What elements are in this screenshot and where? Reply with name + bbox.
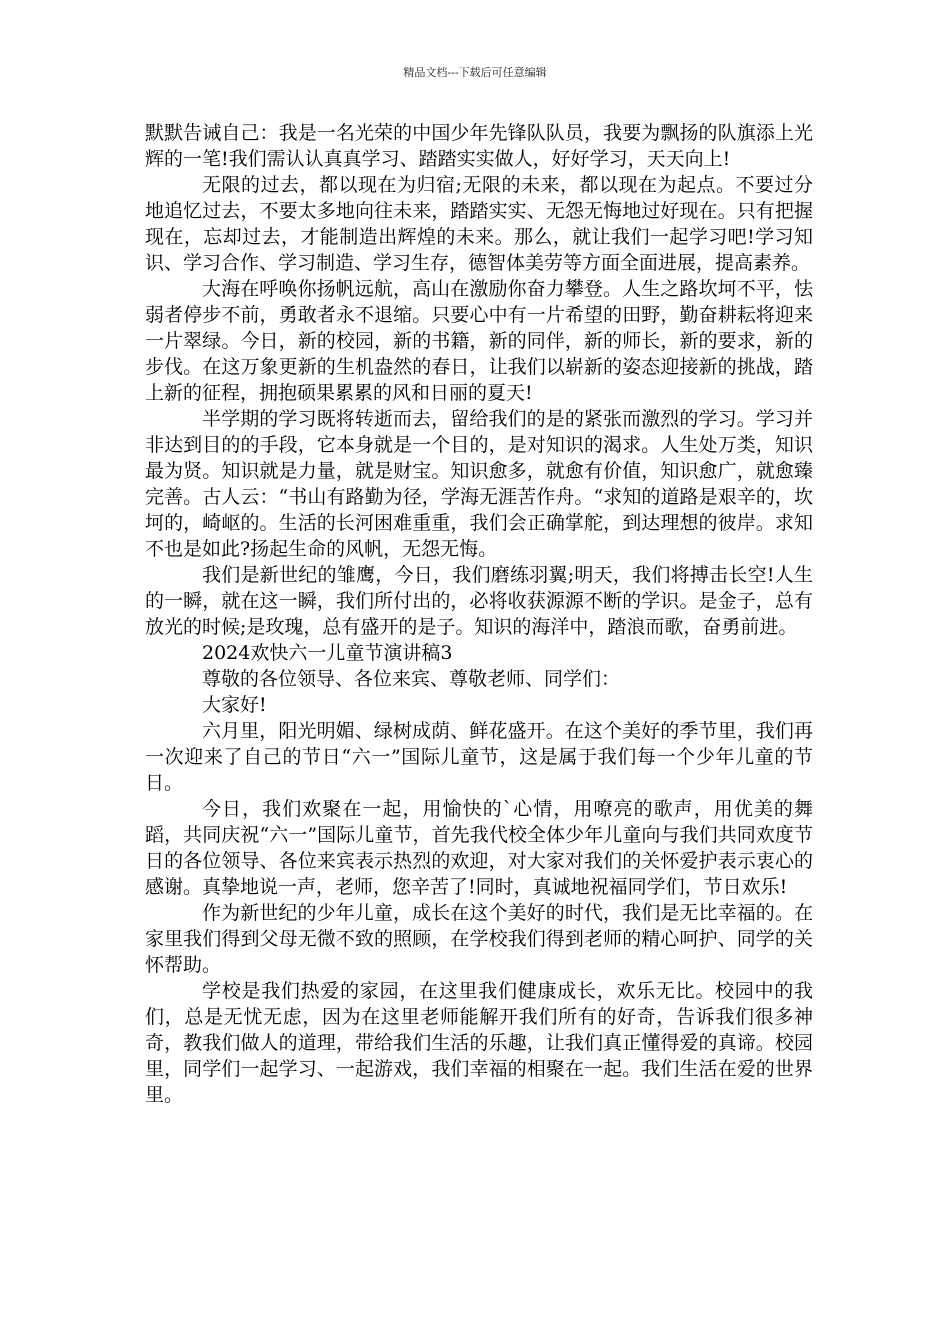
paragraph: 半学期的学习既将转逝而去，留给我们的是的紧张而激烈的学习。学习并非达到目的的手段，它本身就是一个目的，是对知识的渴求。人生处万类，知识最为贤。知识就是力量，就是财宝。知识愈多，就愈有价值，知识愈广，就愈臻完善。古人云：“书山有路勤为径，学海无涯苦作舟。“求知的道路是艰辛的，坎坷的，崎岖的。生活的长河困难重重，我们会正确掌舵，到达理想的彼岸。求知不也是如此?扬起生命的风帆，无怨无悔。 <box>145 408 813 560</box>
paragraph-continuation: 默默告诫自己：我是一名光荣的中国少年先锋队队员，我要为飘扬的队旗添上光辉的一笔!我们需认认真真学习、踏踏实实做人，好好学习，天天向上! <box>145 122 813 170</box>
paragraph: 学校是我们热爱的家园，在这里我们健康成长，欢乐无比。校园中的我们，总是无忧无虑，因为在这里老师能解开我们所有的好奇，告诉我们很多神奇，教我们做人的道理，带给我们生活的乐趣，让我们真正懂得爱的真谛。校园里，同学们一起学习、一起游戏，我们幸福的相聚在一起。我们生活在爱的世界里。 <box>145 980 813 1106</box>
paragraph: 无限的过去，都以现在为归宿;无限的未来，都以现在为起点。不要过分地追忆过去，不要太多地向往未来，踏踏实实、无怨无悔地过好现在。只有把握现在，忘却过去，才能制造出辉煌的未来。那么，就让我们一起学习吧!学习知识、学习合作、学习制造、学习生存，德智体美劳等方面全面进展，提高素养。 <box>145 174 813 274</box>
paragraph: 我们是新世纪的雏鹰，今日，我们磨练羽翼;明天，我们将搏击长空!人生的一瞬，就在这一瞬，我们所付出的，必将收获源源不断的学识。是金子，总有放光的时候;是玫瑰，总有盛开的是子。知识的海洋中，踏浪而歌，奋勇前进。 <box>145 564 813 638</box>
salutation: 尊敬的各位领导、各位来宾、尊敬老师、同学们： <box>202 668 621 690</box>
document-body <box>145 120 813 1108</box>
speech-title: 2024欢快六一儿童节演讲稿3 <box>202 642 453 664</box>
paragraph: 今日，我们欢聚在一起，用愉快的`心情，用嘹亮的歌声，用优美的舞蹈，共同庆祝“六一”国际儿童节，首先我代校全体少年儿童向与我们共同欢度节日的各位领导、各位来宾表示热烈的欢迎，对大家对我们的关怀爱护表示衷心的感谢。真挚地说一声，老师，您辛苦了!同时，真诚地祝福同学们，节日欢乐! <box>145 798 813 898</box>
header-note: 精品文档---下载后可任意编辑 <box>403 66 547 79</box>
greeting: 大家好! <box>202 694 267 716</box>
paragraph: 大海在呼唤你扬帆远航，高山在激励你奋力攀登。人生之路坎坷不平，怯弱者停步不前，勇敢者永不退缩。只要心中有一片希望的田野，勤奋耕耘将迎来一片翠绿。今日，新的校园，新的书籍，新的同伴，新的师长，新的要求，新的步伐。在这万象更新的生机盎然的春日，让我们以崭新的姿态迎接新的挑战，踏上新的征程，拥抱硕果累累的风和日丽的夏天! <box>145 278 813 404</box>
paragraph: 六月里，阳光明媚、绿树成荫、鲜花盛开。在这个美好的季节里，我们再一次迎来了自己的节日“六一”国际儿童节，这是属于我们每一个少年儿童的节日。 <box>145 720 813 794</box>
paragraph: 作为新世纪的少年儿童，成长在这个美好的时代，我们是无比幸福的。在家里我们得到父母无微不致的照顾，在学校我们得到老师的精心呵护、同学的关怀帮助。 <box>145 902 813 976</box>
